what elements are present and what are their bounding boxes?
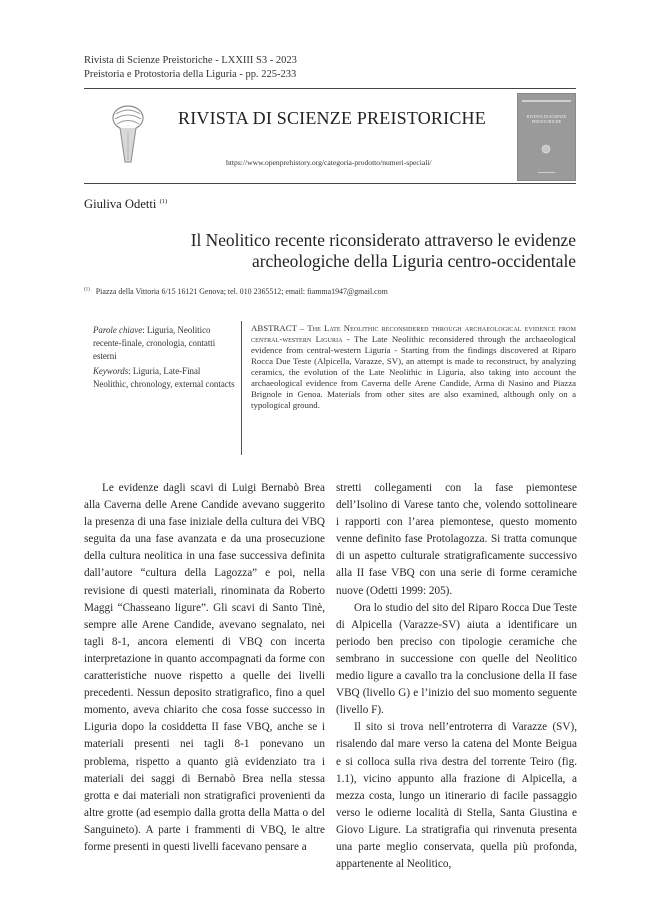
keywords-italian bbox=[93, 324, 235, 362]
author-affiliation-marker: (1) bbox=[159, 197, 168, 205]
affiliation-marker: (1) bbox=[84, 287, 90, 293]
journal-masthead-title: RIVISTA DI SCIENZE PREISTORICHE bbox=[178, 108, 486, 128]
cover-foot-rule bbox=[538, 172, 555, 173]
cover-top-band bbox=[522, 100, 571, 102]
keywords-italian-label: Parole chiave bbox=[93, 325, 143, 335]
keywords-english-label: Keywords bbox=[93, 366, 129, 377]
author-name-text: Giuliva Odetti bbox=[84, 197, 157, 211]
body-paragraph: Ora lo studio del sito del Riparo Rocca Due Teste di Alpicella (Varazze-SV) aiuta a identificare un periodo ben preciso con tipologie ceramiche che sembrano in successione con quelle del Neolitico medio ligure a cavallo tra la conclusione della II fase VBQ (livello G) e l’inizio del suo momento seguente (livello F). bbox=[336, 601, 577, 717]
abstract-divider bbox=[241, 321, 242, 455]
body-column-left bbox=[84, 480, 325, 856]
cover-emblem-icon bbox=[541, 144, 551, 154]
journal-volume-line: Rivista di Scienze Preistoriche - LXXIII S3 - 2023 bbox=[84, 55, 297, 66]
abstract-block bbox=[251, 323, 576, 411]
keywords-english-text: : Liguria, Late-Final Neolithic, chronology, external contacts bbox=[93, 366, 235, 390]
article-title-line-2: archeologiche della Liguria centro-occidentale bbox=[252, 250, 576, 271]
keywords-english bbox=[93, 365, 235, 391]
body-paragraph: Il sito si trova nell’entroterra di Varazze (SV), risalendo dal mare verso la catena del Monte Beigua e si colloca sulla riva destra del torrente Teiro (fig. 1.1), vicino appunto alla frazione di Alpicella, a mezza costa, lungo un itinerario di facile passaggio verso le odierne località di Stella, Santa Giustina e Giovo Ligure. La stratigrafia qui rinvenuta presenta una parte meglio conservata, quella più profonda, appartenente al Neolitico, bbox=[336, 721, 577, 871]
author-name bbox=[84, 197, 167, 212]
affiliation-text: Piazza della Vittoria 6/15 16121 Genova; tel. 010 2365512; email: fiamma1947@gmail.com bbox=[95, 287, 388, 296]
body-paragraph: Le evidenze dagli scavi di Luigi Bernabò Brea alla Caverna delle Arene Candide avevano suggerito la presenza di una fase iniziale della cultura dei VBQ seguita da una fase avanzata e da una prosecuzione della cultura neolitica in una fase successiva definita dall’autore “cultura della Lagozza” e poi, nella revisione di questi materiali, rinominata da Roberto Maggi “Chasseano ligure”. Gli scavi di Santo Tinè, sempre alle Arene Candide, avevano segnalato, nei tagli 8-1, ancora elementi di VBQ con incerta interpretazione in quanto accompagnati da forme con caratteristiche nuove rispetto a quelle dei livelli precedenti. Nessun deposito stratigrafico, fino a quel momento, aveva chiarito che cosa fosse successo in Liguria dopo la cosiddetta II fase VBQ, anche se i materiali presenti nei tagli 8-1 ponevano un problema, rispetto a quanto già evidenziato tra i materiali dei saggi di Bernabò Brea nella stessa grotta e dai materiali non stratigrafici provenienti da altre grotte (ad esempio dalla grotta della Matta o del Sanguineto). A parte i frammenti di VBQ, le altre forme presenti in questi livelli facevano pensare a bbox=[84, 482, 325, 853]
keywords-block bbox=[93, 324, 235, 394]
journal-cover-thumbnail bbox=[517, 93, 576, 181]
journal-section-line: Preistoria e Protostoria della Liguria - pp. 225-233 bbox=[84, 69, 297, 80]
article-title bbox=[84, 230, 576, 271]
abstract-english-title: The Late Neolithic reconsidered through archaeological evidence from central-western Liguria bbox=[251, 323, 576, 344]
abstract-label: ABSTRACT – bbox=[251, 323, 308, 333]
article-title-line-1: Il Neolitico recente riconsiderato attraverso le evidenze bbox=[190, 230, 576, 250]
journal-info bbox=[84, 54, 297, 82]
cover-title: RIVISTA DI SCIENZE PREISTORICHE bbox=[526, 114, 567, 124]
body-column-right bbox=[336, 480, 577, 873]
abstract-text: - The Late Neolithic reconsidered through the archaeological evidence from central-western Liguria - Starting from the findings discovered at Riparo Rocca Due Teste (Alpicella, Varazze, SV), an attempt is made to reconstruct, by analyzing ceramics, the evolution of the Late Neolithic in Liguria, also taking into account the archaeological evidence from Caverna delle Arene Candide, Arma di Nasino and Piazza Brignole in Genoa. Materials from other sites are also examined, although only on a typological ground. bbox=[251, 334, 576, 410]
header-bottom-rule bbox=[84, 183, 576, 184]
body-paragraph-continuation: stretti collegamenti con la fase piemontese dell’Isolino di Varese tanto che, volendo sottolineare i rapporti con l’area piemontese, questo momento venne definito fase Protolagozza. Si tratta comunque di un aspetto culturale stratigraficamente successivo alla II fase VBQ con una serie di forme ceramiche nuove (Odetti 1999: 205). bbox=[336, 482, 577, 597]
author-affiliation bbox=[84, 287, 388, 296]
archaeological-artifact-logo-icon bbox=[107, 104, 149, 168]
header-top-rule bbox=[84, 88, 576, 89]
journal-url[interactable]: https://www.openprehistory.org/categoria-prodotto/numeri-speciali/ bbox=[226, 158, 432, 167]
keywords-italian-text: : Liguria, Neolitico recente-finale, cronologia, contatti esterni bbox=[93, 325, 216, 361]
